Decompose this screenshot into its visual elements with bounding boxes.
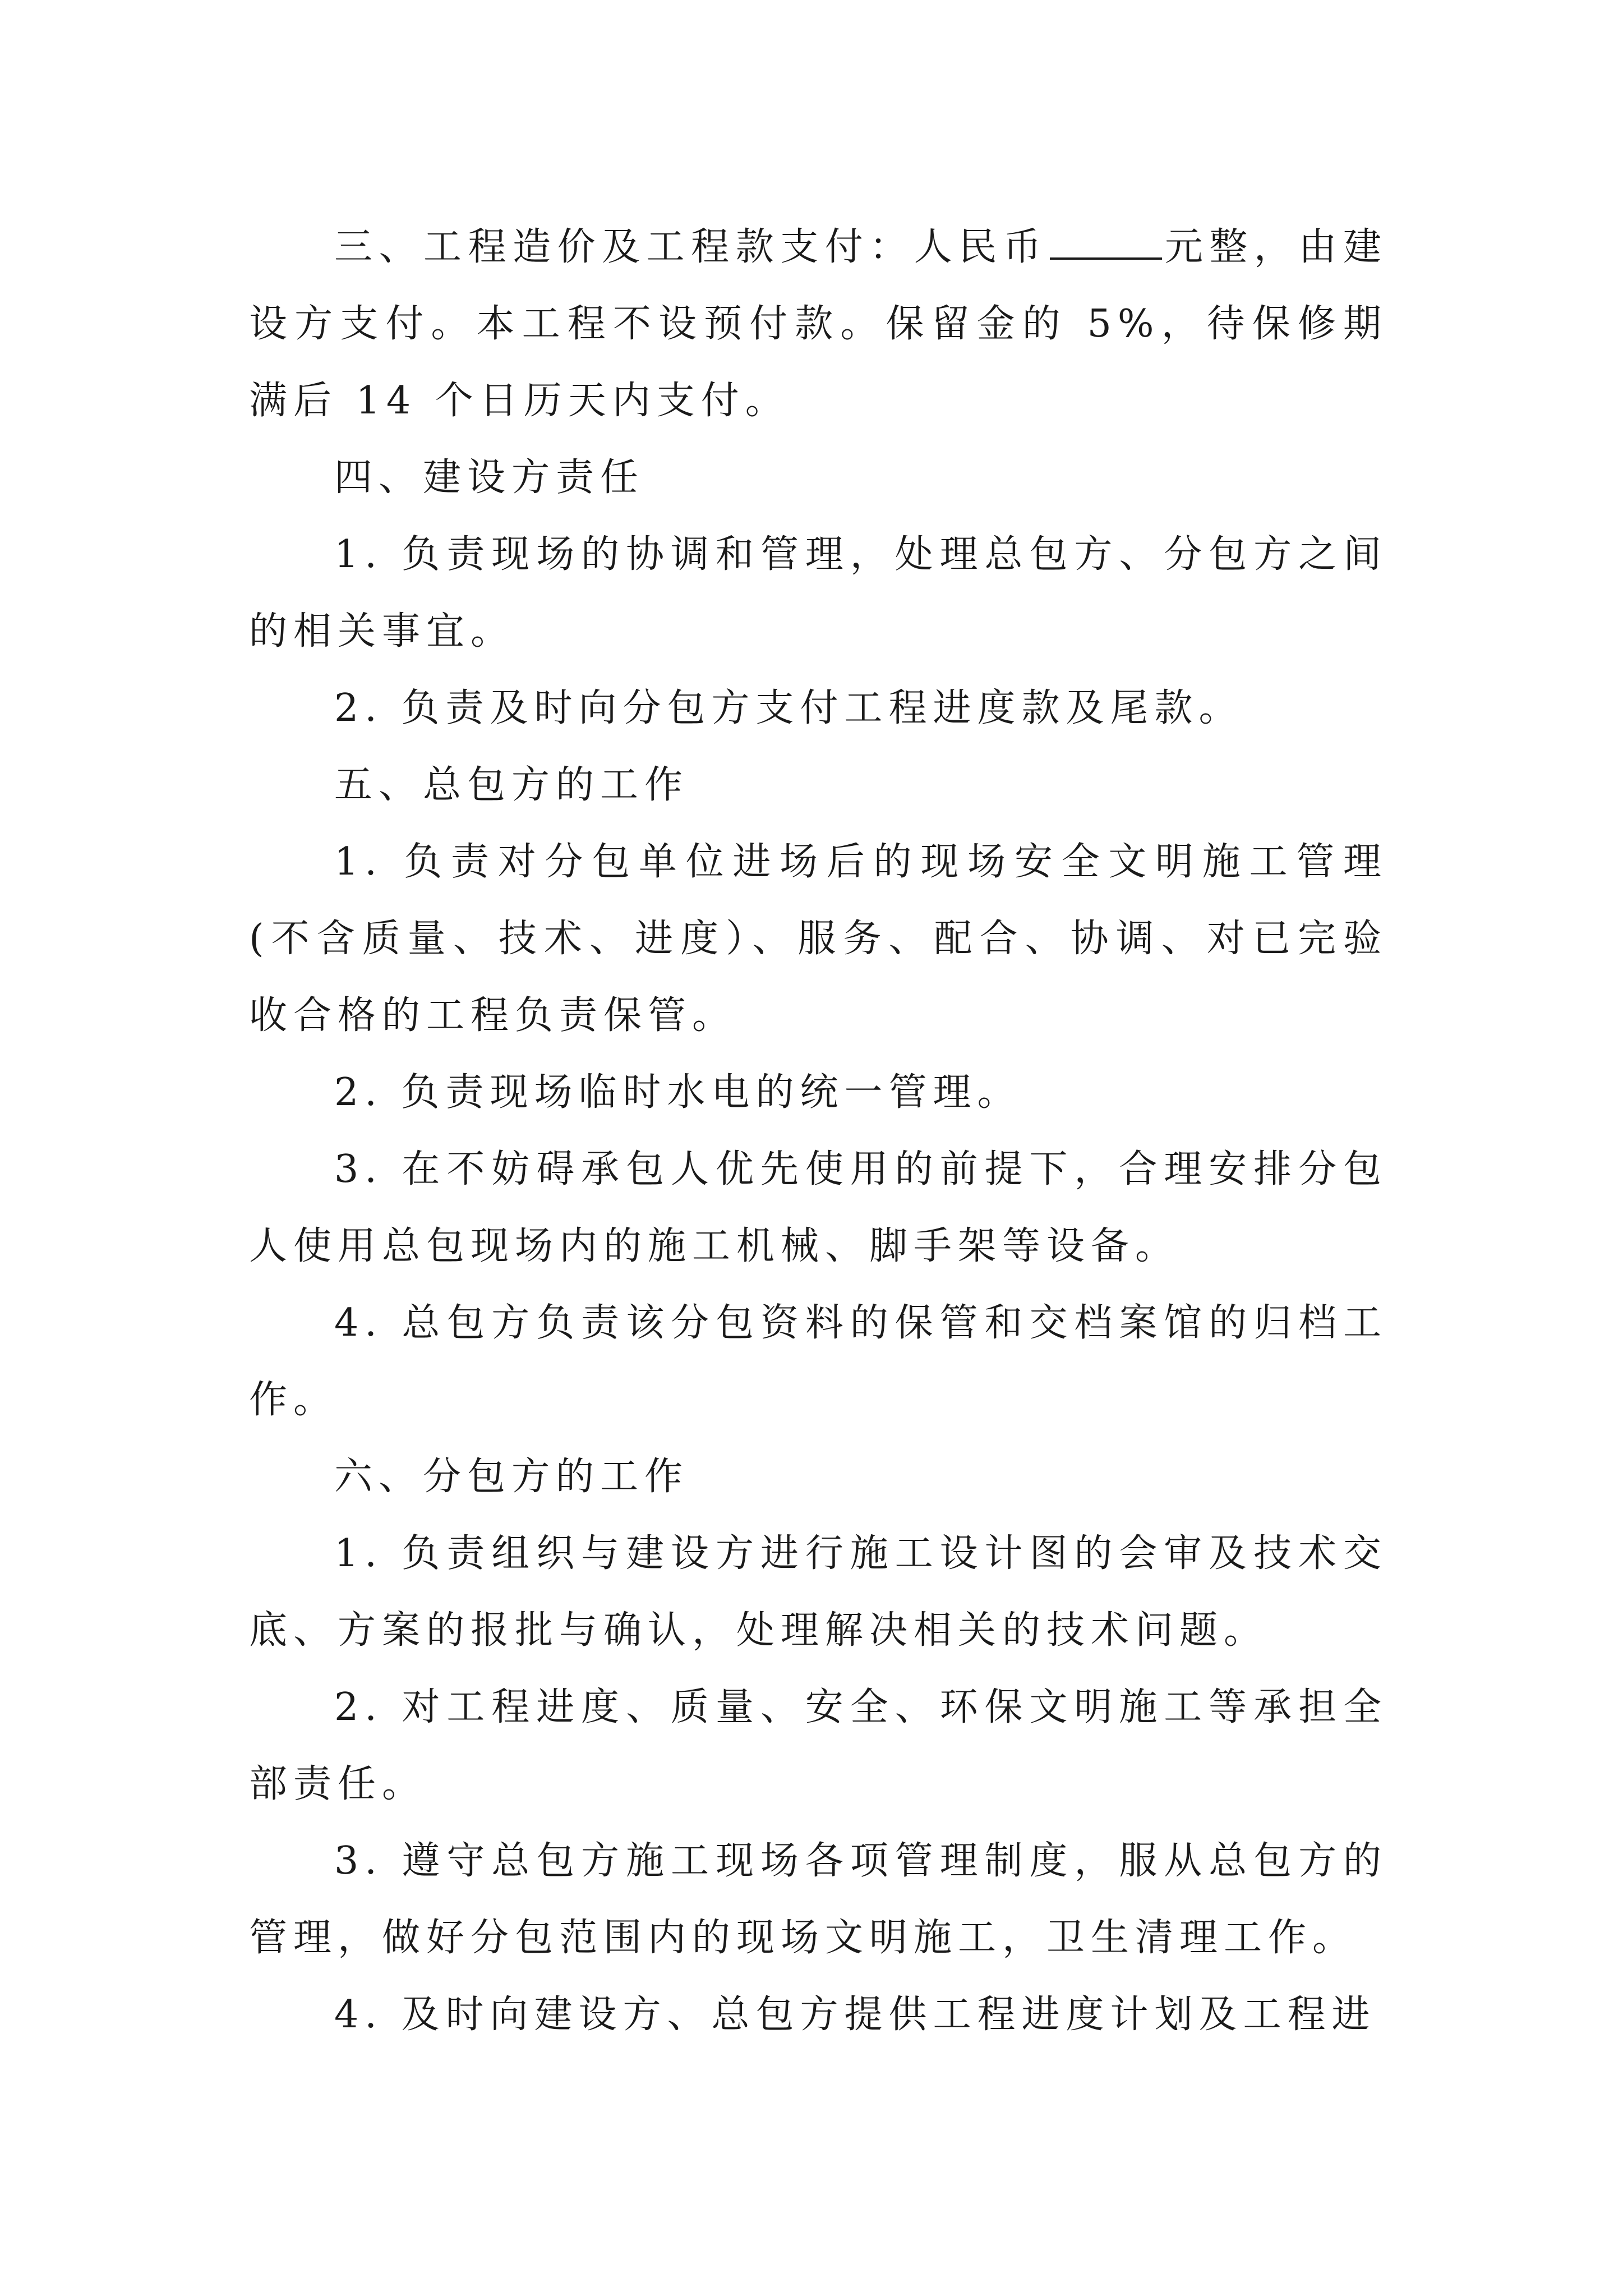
paragraph-item: 1. 负责组织与建设方进行施工设计图的会审及技术交底、方案的报批与确认，处理解决相关的技术问题。 [249, 1531, 1387, 1653]
paragraph-item: 3. 在不妨碍承包人优先使用的前提下，合理安排分包人使用总包现场内的施工机械、脚手架等设备。 [249, 1147, 1387, 1268]
paragraph-text: 元整，由建设方支付。本工程不设预付款。保留金的 5%，待保修期满后 14 个日历天内支付。 [249, 225, 1387, 423]
paragraph-item: 1. 负责现场的协调和管理，处理总包方、分包方之间的相关事宜。 [249, 532, 1387, 654]
paragraph-item: 2. 对工程进度、质量、安全、环保文明施工等承担全部责任。 [249, 1685, 1387, 1806]
paragraph-item: 2. 负责及时向分包方支付工程进度款及尾款。 [334, 686, 1243, 730]
paragraph-item: 1. 负责对分包单位进场后的现场安全文明施工管理(不含质量、技术、进度）、服务、配合、协调、对已完验收合格的工程负责保管。 [249, 840, 1387, 1038]
paragraph-item: 4. 及时向建设方、总包方提供工程进度计划及工程进 [334, 1993, 1376, 2037]
paragraph-item: 4. 总包方负责该分包资料的保管和交档案馆的归档工作。 [249, 1301, 1387, 1422]
paragraph-item: 3. 遵守总包方施工现场各项管理制度，服从总包方的管理，做好分包范围内的现场文明施工，卫生清理工作。 [249, 1839, 1387, 1960]
section-heading-subcontractor-work: 六、分包方的工作 [334, 1455, 689, 1499]
section-heading-general-contractor-work: 五、总包方的工作 [334, 763, 689, 807]
paragraph-text: 三、工程造价及工程款支付：人民币 [334, 225, 1048, 269]
paragraph-project-cost [249, 209, 1387, 439]
paragraph-item: 2. 负责现场临时水电的统一管理。 [334, 1070, 1022, 1115]
document-body [249, 209, 1387, 2053]
section-heading-owner-responsibility: 四、建设方责任 [334, 455, 645, 500]
amount-blank [1050, 223, 1162, 260]
